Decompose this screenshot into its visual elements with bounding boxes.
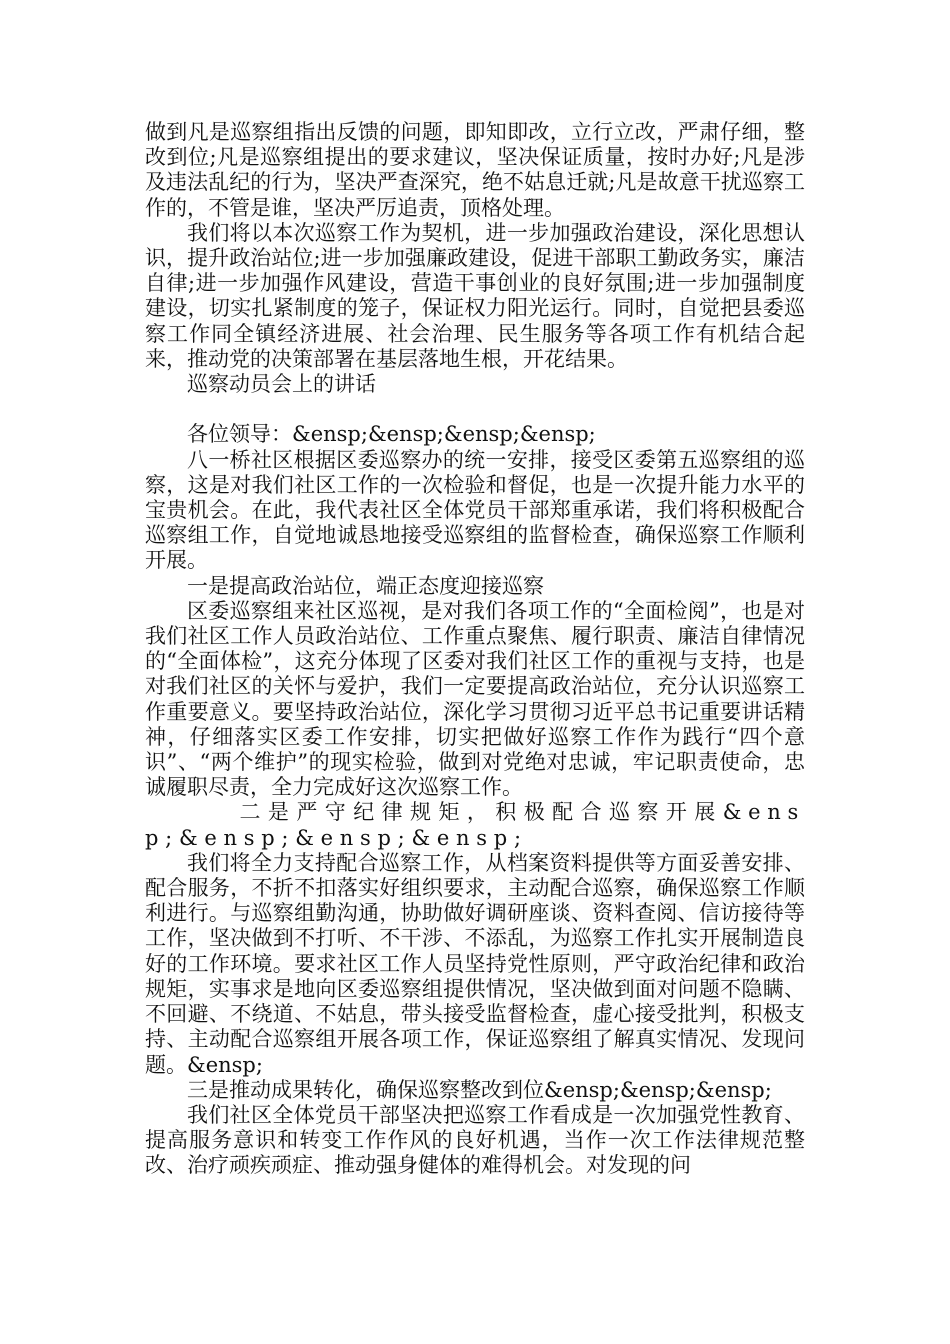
paragraph-point-three: 我们社区全体党员干部坚决把巡察工作看成是一次加强党性教育、提高服务意识和转变工作作风的良好机遇，当作一次工作法律规范整改、治疗顽疾顽症、推动强身健体的难得机会。对发现的问 [145, 1102, 805, 1178]
heading-point-two: 二是严守纪律规矩，积极配合巡察开展&ensp;&ensp;&ensp;&ensp; [145, 800, 805, 850]
blank-line [145, 397, 805, 422]
document-body [145, 120, 805, 1179]
paragraph-opportunity: 我们将以本次巡察工作为契机，进一步加强政治建设，深化思想认识，提升政治站位;进一步加强廉政建设，促进干部职工勤政务实，廉洁自律;进一步加强作风建设，营造干事创业的良好氛围;进一步加强制度建设，切实扎紧制度的笼子，保证权力阳光运行。同时，自觉把县委巡察工作同全镇经济进展、社会治理、民生服务等各项工作有机结合起来，推动党的决策部署在基层落地生根，开花结果。 [145, 220, 805, 371]
heading-point-three: 三是推动成果转化，确保巡察整改到位&ensp;&ensp;&ensp; [187, 1077, 772, 1102]
paragraph-point-two: 我们将全力支持配合巡察工作，从档案资料提供等方面妥善安排、配合服务，不折不扣落实好组织要求，主动配合巡察，确保巡察工作顺利进行。与巡察组勤沟通，协助做好调研座谈、资料查阅、信访接待等工作，坚决做到不打听、不干涉、不添乱，为巡察工作扎实开展制造良好的工作环境。要求社区工作人员坚持党性原则，严守政治纪律和政治规矩，实事求是地向区委巡察组提供情况，坚决做到面对问题不隐瞒、不回避、不绕道、不姑息，带头接受监督检查，虚心接受批判，积极支持、主动配合巡察组开展各项工作，保证巡察组了解真实情况、发现问题。&ensp; [145, 850, 805, 1077]
paragraph-rectification-commitment: 做到凡是巡察组指出反馈的问题，即知即改，立行立改，严肃仔细，整改到位;凡是巡察组提出的要求建议，坚决保证质量，按时办好;凡是涉及违法乱纪的行为，坚决严查深究，绝不姑息迁就;凡是故意干扰巡察工作的，不管是谁，坚决严厉追责，顶格处理。 [145, 120, 805, 220]
paragraph-point-one: 区委巡察组来社区巡视，是对我们各项工作的“全面检阅”，也是对我们社区工作人员政治站位、工作重点聚焦、履行职责、廉洁自律情况的“全面体检”，这充分体现了区委对我们社区工作的重视与支持，也是对我们社区的关怀与爱护，我们一定要提高政治站位，充分认识巡察工作重要意义。要坚持政治站位，深化学习贯彻习近平总书记重要讲话精神，仔细落实区委工作安排，切实把做好巡察工作作为践行“四个意识”、“两个维护”的现实检验，做到对党绝对忠诚，牢记职责使命，忠诚履职尽责，全力完成好这次巡察工作。 [145, 598, 805, 800]
section-title: 巡察动员会上的讲话 [187, 372, 376, 397]
salutation: 各位领导：&ensp;&ensp;&ensp;&ensp; [187, 422, 596, 447]
paragraph-intro: 八一桥社区根据区委巡察办的统一安排，接受区委第五巡察组的巡察，这是对我们社区工作的一次检验和督促，也是一次提升能力水平的宝贵机会。在此，我代表社区全体党员干部郑重承诺，我们将积极配合巡察组工作，自觉地诚恳地接受巡察组的监督检查，确保巡察工作顺利开展。 [145, 447, 805, 573]
heading-point-one: 一是提高政治站位，端正态度迎接巡察 [187, 573, 544, 598]
